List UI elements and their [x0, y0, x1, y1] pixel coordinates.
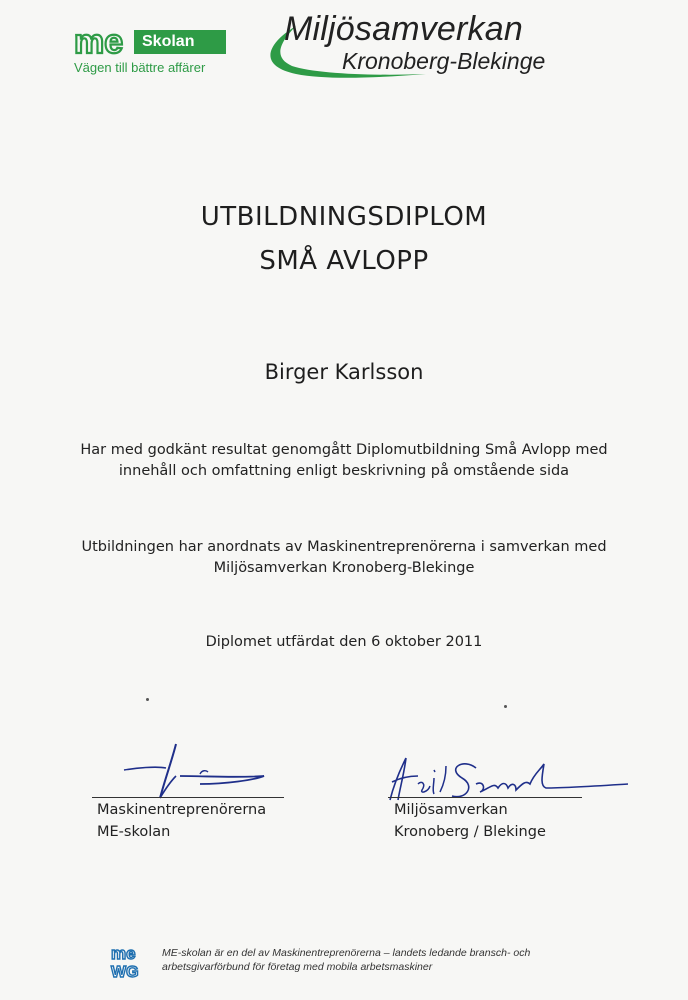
organizer-line2: Miljösamverkan Kronoberg-Blekinge	[213, 560, 475, 576]
footer-logo-bottom: WG	[111, 964, 139, 980]
me-skolan-label: Skolan	[134, 30, 226, 54]
paper-speck	[504, 705, 507, 708]
footer-note-line2: arbetsgivarförbund för företag med mobila arbetsmaskiner	[162, 961, 433, 973]
me-badge-letters: me	[74, 26, 124, 58]
miljosamverkan-logo	[256, 4, 616, 90]
footer-logo-top: me	[111, 944, 136, 963]
partner-name-line2: Kronoberg-Blekinge	[342, 48, 546, 74]
partner-name-line1: Miljösamverkan	[284, 10, 523, 48]
left-signature-line	[92, 797, 284, 798]
right-signatory-org: Miljösamverkan	[394, 802, 508, 818]
left-signatory-unit: ME-skolan	[97, 824, 171, 840]
issue-date: Diplomet utfärdat den 6 oktober 2011	[205, 634, 483, 650]
right-signature-line	[388, 797, 582, 798]
footer-note-line1: ME-skolan är en del av Maskinentreprenörerna – landets ledande bransch- och	[162, 947, 531, 959]
right-signatory	[394, 799, 546, 843]
me-tagline: Vägen till bättre affärer	[74, 60, 206, 75]
completion-line2: innehåll och omfattning enligt beskrivning på omstående sida	[118, 463, 570, 479]
organizer-statement	[40, 537, 648, 579]
left-signature	[96, 740, 296, 800]
left-signatory-org: Maskinentreprenörerna	[97, 802, 267, 818]
me-badge-icon	[72, 26, 136, 58]
organizer-line1: Utbildningen har anordnats av Maskinentreprenörerna i samverkan med	[81, 539, 607, 555]
paper-speck	[146, 698, 149, 701]
recipient-name: Birger Karlsson	[264, 360, 424, 384]
me-wg-logo-icon	[110, 944, 142, 980]
left-signatory	[97, 799, 266, 843]
right-signatory-unit: Kronoberg / Blekinge	[394, 824, 546, 840]
diploma-subtitle: SMÅ AVLOPP	[259, 246, 429, 276]
completion-line1: Har med godkänt resultat genomgått Diplomutbildning Små Avlopp med	[80, 442, 608, 458]
diploma-title: UTBILDNINGSDIPLOM	[200, 202, 488, 232]
me-skolan-logo	[72, 26, 232, 82]
completion-statement	[40, 440, 648, 482]
footer-note	[162, 946, 582, 974]
